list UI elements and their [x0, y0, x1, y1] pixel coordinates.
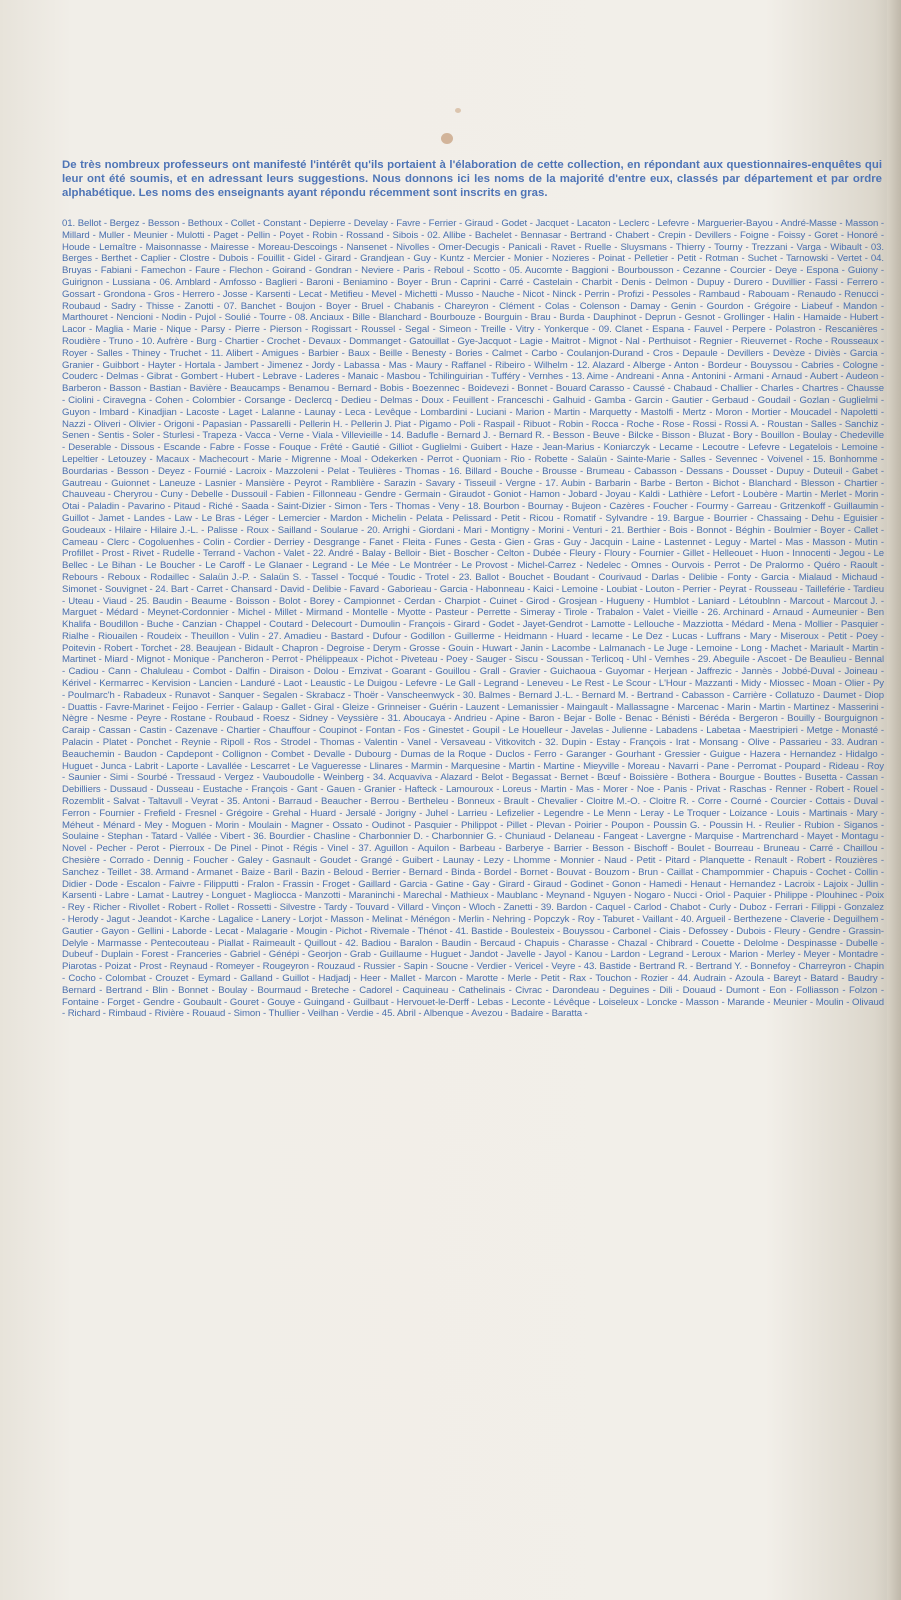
- paper-stain: [455, 108, 461, 113]
- teacher-names-list: 01. Bellot - Bergez - Besson - Bethoux - Collet - Constant - Depierre - Develay - Favre - Ferrier - Giraud - Godet - Jacquet - Lacaton - Leclerc - Lefevre - Marguerier-Bayou - André-Masse - Masson - Millard - Muller - Meunier - Mulotti - Paget - Pellin - Poyet - Robin - Rossand - Sibois - 02. Allibe - Bachelet - Bennasar - Bertrand - Chabert - Crepin - Devillers - Foigne - Foissy - Goret - Honoré - Houde - Lemaître - Maisonnasse - Mairesse - Moreau-Descoings - Nansenet - Nivolles - Omer-Decugis - Panicali - Ravet - Ruelle - Sluysmans - Thierry - Tourny - Trezzani - Varga - Wibault - 03. Berges - Berthet - Caplier - Clostre - Dubois - Fouillit - Gidel - Girard - Grandjean - Guy - Kuntz - Mercier - Monier - Nozieres - Poinat - Pelletier - Petit - Rotman - Suchet - Tarnowski - Vertet - 04. Bruyas - Fabiani - Famechon - Faure - Flechon - Goirand - Gondran - Neviere - Paris - Reboul - Scotto - 05. Aucomte - Baggioni - Bourbousson - Cezanne - Courcier - Deye - Espona - Guiony - Guirignon - Lussiana - 06. Amblard - Amfosso - Baglieri - Baroni - Beniamino - Boyer - Brun - Caprini - Carré - Castelain - Charbit - Denis - Delmon - Dupuy - Durero - Duvillier - Fassi - Ferrero - Gossart - Grondona - Gros - Herrero - Josse - Karsenti - Lecat - Metifieu - Mevel - Michetti - Musso - Nauche - Nicot - Ninck - Perrin - Profizi - Pessoles - Rambaud - Rabouam - Renaudo - Renucci - Roubaud - Sadry - Thisse - Zanotti - 07. Banchet - Boujon - Boyer - Bruel - Chabanis - Chareyron - Clément - Colas - Colenson - Damay - Genin - Gourdon - Grégoire - Liabeuf - Mandon - Marthouret - Nencioni - Nodin - Pujol - Soulié - Tourre - 08. Anciaux - Bille - Blanchard - Bourbouze - Bourguin - Brau - Burda - Dauphinot - Deprun - Gesnot - Grollinger - Halin - Hamaide - Hubert - Lacor - Maglia - Marie - Nique - Parsy - Pierre - Pierson - Rogissart - Roussel - Segal - Simeon - Treille - Vitry - Yonkerque - 09. Clanet - Espana - Fauvel - Perpere - Polastron - Rescanières - Roudière - Truno - 10. Aufrère - Burg - Chartier - Crochet - Devaux - Dommanget - Gatouillat - Gye-Jacquot - Lagie - Maitrot - Mignot - Nal - Perthuisot - Regnier - Rieuvernet - Roche - Rousseaux - Royer - Salles - Thiney - Truchet - 11. Alibert - Amigues - Barbier - Baux - Beille - Benesty - Bories - Calmet - Carbo - Coulanjon-Durand - Cros - Depaule - Devillers - Devèze - Diviès - Garcia - Granier - Guibbort - Hayter - Hortala - Jambert - Jimenez - Jordy - Labassa - Mas - Maury - Raffanel - Ribeiro - Wilhelm - 12. Alazard - Alberge - Anton - Bordeur - Bouyssou - Cabries - Cologne - Couderc - Delmas - Gibrat - Gombert - Hubert - Lebrave - Laderes - Manaic - Masbou - Tchilinguirian - Tufféry - Vernhes - 13. Aime - Andreani - Anna - Antonini - Armani - Arnaud - Aubert - Audeon - Barberon - Basson - Bastian - Bavière - Beaucamps - Benamou - Bernard - Bobis - Boezennec - Boidevezi - Bonnet - Bouard Carasso - Caussé - Chabaud - Challier - Charles - Chartres - Chausse - Ciolini - Ciravegna - Cohen - Colombier - Corsange - Declercq - Dedieu - Delmas - Doux - Feuillent - Franceschi - Galhuid - Gamba - Garcin - Gautier - Gerbaud - Goudail - Gozlan - Guglielmi - Guyon - Imbard - Kinadjian - Lacoste - Laget - Lalanne - Launay - Leca - Levêque - Lombardini - Luciani - Marion - Martin - Marquetty - Mastolfi - Mertz - Moron - Mortier - Moucadel - Napoletti - Nazzi - Oliveri - Olivier - Origoni - Papasian - Passarelli - Pellerin H. - Pellerin J. Piat - Pigamo - Poli - Raspail - Ribuot - Robin - Rocca - Roche - Rose - Rossi - Rossi A. - Roustan - Salles - Sanchiz - Senen - Sentis - Soler - Sturlesi - Trapeza - Vacca - Verne - Viala - Villevieille - 14. Badufle - Bernard J. - Bernard R. - Besson - Beuve - Bilcke - Bisson - Bluzat - Bory - Bouillon - Boulay - Chedeville - Deserable - Dissous - Escande - Fabre - Fosse - Fouque - Frêté - Gautié - Gilliot - Guglielmi - Guibert - Haze - Jean-Marius - Koniarczyk - Lecame - Lecoutre - Lefevre - Legatelois - Lemoine - Lepeltier - Letouzey - Macaux - Machecourt - Marie - Migrenne - Moal - Odekerken - Perrot - Quoniam - Rio - Robette - Salaün - Sainte-Marie - Salles - Sevennec - Voivenel - 15. Bonhomme - Bourdarias - Besson - Deyez - Fournié - Lacroix - Mazzoleni - Pelat - Teulières - Thomas - 16. Billard - Bouche - Brousse - Brumeau - Cabasson - Dessans - Dousset - Dupuy - Duteuil - Gabet - Gautreau - Guionnet - Laneuze - Lasnier - Mansière - Peyrot - Ramblière - Sarazin - Savary - Tisseuil - Vergne - 17. Aubin - Barbarin - Barbe - Berton - Bichot - Blanchard - Blesson - Chartier - Chauveau - Cheryrou - Cuny - Debelle - Dussouil - Fabien - Fillonneau - Gendre - Germain - Giraudot - Goniot - Hamon - Jobard - Joyau - Kaldi - Lathière - Lefort - Loubère - Martin - Merlet - Morin - Otai - Paladin - Pavarino - Pitaud - Riché - Saada - Saint-Dizier - Simon - Ters - Thomas - Veny - 18. Bourbon - Bournay - Bujeon - Cazères - Foucher - Fourmy - Garreau - Gritzenkoff - Guillaumin - Guillot - Jamet - Landes - Law - Le Bras - Léger - Lemercier - Mardon - Michelin - Pelata - Pelissard - Petit - Ricou - Romatif - Sylvandre - 19. Bargue - Bourrier - Chassaing - Dehu - Eguisier - Goudeaux - Hilaire - Hilaire J.-L. - Palisse - Roux - Sailland - Soularue - 20. Arrighi - Giordani - Mari - Montigny - Morini - Venturi - 21. Berthier - Bois - Bonnot - Béghin - Boulmier - Boyer - Callet - Cameau - Clerc - Cogoluenhes - Colin - Cordier - Derriey - Desgrange - Fanet - Fleita - Funes - Gesta - Gien - Gras - Guy - Jacquin - Laine - Lastennet - Leguy - Martel - Mas - Masson - Mutin - Profillet - Prost - Rivet - Rudelle - Terrand - Vachon - Valet - 22. André - Balay - Belloir - Biet - Boscher - Celton - Dubée - Fleury - Floury - Fournier - Gillet - Helleouet - Huon - Innocenti - Jegou - Le Bellec - Le Bihan - Le Boucher - Le Caroff - Le Glanaer - Legrand - Le Mée - Le Montréer - Le Provost - Michel-Carrez - Nedelec - Omnes - Ourvois - Perrot - De Pralormo - Quéro - Raoult - Rebours - Reboux - Rodaillec - Salaün J.-P. - Salaün S. - Tassel - Tocqué - Toudic - Trotel - 23. Ballot - Bouchet - Boudant - Courivaud - Darlas - Delibie - Fonty - Garcia - Mialaud - Michaud - Simonet - Souvignet - 24. Bart - Carret - Chansard - David - Delibie - Favard - Gaborieau - Garcia - Habonneau - Kaici - Lemoine - Loubiat - Louton - Perrier - Peyrat - Rousseau - Tailleférie - Tardieu - Uteau - Viaud - 25. Baudin - Beaume - Boisson - Bolot - Borey - Campionnet - Cerdan - Charpiot - Cuinet - Girod - Grosjean - Hugueny - Humblot - Laniard - Létoublnn - Marcout - Marcout J. - Marguet - Médard - Meynet-Cordonnier - Michel - Millet - Mirmand - Montelle - Myotte - Pasteur - Perrette - Simeray - Tirole - Trabalon - Valet - Vieille - 26. Archinard - Arnaud - Aumeunier - Ben Khalifa - Boudillon - Buche - Canzian - Chappel - Coutard - Delecourt - Dumoulin - François - Girard - Godet - Jayet-Gendrot - Lamotte - Lellouche - Mazziotta - Médard - Mena - Mollier - Pasquier - Rialhe - Riouailen - Roudeix - Theuillon - Vulin - 27. Amadieu - Bastard - Dufour - Godillon - Guillerme - Heidmann - Huard - Iecame - Le Dez - Lucas - Luffrans - Mary - Miseroux - Petit - Poey - Poitevin - Robert - Torchet - 28. Beaujean - Bidault - Chapron - Degroise - Derym - Grosse - Gouin - Huwart - Janin - Lacombe - Lalmanach - Le Juge - Lemoine - Long - Machet - Mariault - Martin - Martinet - Miard - Mignot - Monique - Pancheron - Perrot - Phélippeaux - Pichot - Piveteau - Poey - Sauger - Siscu - Soussan - Terlicoq - Uhl - Vernhes - 29. Abeguile - Ascoet - De Beaulieu - Bennal - Cadiou - Cann - Chaluleau - Combot - Dalfin - Diraison - Dolou - Emzivat - Goarant - Gouillou - Grall - Gravier - Guichaoua - Guyomar - Herjean - Jaffrezic - Jannès - Jobbé-Duval - Joineau - Kérivel - Kermarrec - Kervision - Lancien - Landuré - Laot - Leaustic - Le Duigou - Lefevre - Le Gall - Legrand - Leneveu - Le Rest - Le Scour - L'Hour - Mazzanti - Midy - Miossec - Moan - Olier - Py - Poulmarc'h - Rabadeux - Runavot - Sanquer - Segalen - Skrabacz - Thoër - Vanscheenwyck - 30. Balmes - Bernard J.-L. - Bernard M. - Bertrand - Cabasson - Carrière - Collatuzo - Daumet - Diop - Duattis - Favre-Marinet - Feijoo - Ferrier - Galaup - Gallet - Giral - Gleize - Grinneiser - Guérin - Lauzent - Lemanissier - Maingault - Mallassagne - Marcenac - Marin - Martin - Martinez - Masserini - Nègre - Nesme - Peyre - Rostane - Roubaud - Roesz - Sidney - Veyssière - 31. Aboucaya - Andrieu - Apine - Baron - Bejar - Bolle - Benac - Bénisti - Béréda - Bergeron - Bouilly - Bourguignon - Caraip - Cassan - Castin - Cazenave - Chartier - Chauffour - Coupinot - Fontan - Fos - Ginestet - Goupil - Le Houelleur - Javelas - Julienne - Labadens - Labetaa - Maestripieri - Metge - Monasté - Palacin - Platet - Ponchet - Reynie - Ripoll - Ros - Strodel - Thomas - Valentin - Vanel - Versaveau - Vitkovitch - 32. Dupin - Estay - François - Irat - Monsang - Olive - Passarieu - 33. Audran - Beauchemin - Baudon - Capdepont - Collignon - Combet - Devalle - Dubourg - Dumas de la Roque - Duclos - Ferro - Garanger - Gourhant - Gressier - Guigue - Hazera - Hernandez - Hidalgo - Huguet - Junca - Labrit - Laporte - Lavallée - Lescarret - Le Vagueresse - Llinares - Marmin - Marquesine - Martin - Martine - Mieyville - Moreau - Navarri - Pane - Perromat - Poupard - Rideau - Roy - Saunier - Simi - Sourbé - Tressaud - Vergez - Vauboudolle - Weinberg - 34. Acquaviva - Alazard - Belot - Begassat - Bernet - Bœuf - Boissière - Bothera - Bourgue - Bouttes - Busetta - Cassan - Debilliers - Dussaud - Dusseau - Eustache - François - Gant - Gauen - Granier - Hafteck - Lamouroux - Loreus - Martin - Mas - Morer - Noe - Panis - Privat - Raschas - Renner - Robert - Rouel - Rozemblit - Salvat - Taltavull - Veyrat - 35. Antoni - Barraud - Beaucher - Berrou - Bertheleu - Bonneux - Brault - Chevalier - Cloitre M.-O. - Cloitre R. - Corre - Courné - Courcier - Cottais - Duval - Ferron - Fournier - Frefield - Fresnel - Grégoire - Grehal - Huard - Jersalé - Jorigny - Juhel - Larrieu - Lefizelier - Legendre - Le Menn - Leray - Le Troquer - Loizance - Louis - Martinais - Mary - Méheut - Ménard - Mey - Moguen - Morin - Moulain - Magner - Ossato - Oudinot - Pasquier - Philippot - Pillet - Plevan - Poirier - Poupon - Poussin G. - Poussin H. - Reulier - Rubion - Siganos - Soulaine - Stephan - Tatard - Vallée - Vibert - 36. Bourdier - Chasline - Charbonnier D. - Charbonnier G. - Chuniaud - Delaneau - Fangeat - Lavergne - Marquise - Martrenchard - Mayet - Montagu - Novel - Pecher - Perot - Pierroux - De Pinel - Pinot - Régis - Vinel - 37. Aguillon - Aquilon - Barbeau - Barberye - Barrier - Besson - Bischoff - Boulet - Bourreau - Bruneau - Carré - Chaillou - Chesière - Corrado - Dennig - Foucher - Galey - Gasnault - Goudet - Grangé - Guibert - Launay - Lezy - Lhomme - Monnier - Naud - Petit - Pitard - Planquette - Renault - Robert - Rouzières - Sanchez - Teillet - 38. Armand - Armanet - Baize - Baril - Bazin - Beloud - Berrier - Bernard - Binda - Bordel - Bornet - Bouvat - Bouzom - Brun - Caillat - Champommier - Chapuis - Cochet - Collin - Didier - Dode - Escalon - Faivre - Filipputti - Fralon - Frassin - Froget - Gaillard - Garcia - Gatine - Gay - Girard - Giraud - Godinet - Gonon - Hamedi - Henaut - Hernandez - Lacroix - Lajoix - Jullin - Karsenti - Labre - Lamat - Lautrey - Longuet - Magliocca - Manzotti - Maraninchi - Marechal - Mathieux - Maublanc - Meynand - Nguyen - Nogaro - Nucci - Oriol - Paquier - Philippe - Plouhinec - Poix - Rey - Richer - Rivollet - Robert - Rollet - Rossetti - Silvestre - Tardy - Touvard - Villard - Vinçon - Wloch - Zanetti - 39. Bardon - Caquel - Carlod - Chabot - Curly - Duboz - Ferrari - Filippi - Gonzalez - Herody - Jagut - Jeandot - Karche - Lagalice - Lanery - Lorjot - Masson - Melinat - Ménégon - Merlin - Nehring - Popczyk - Roy - Taburet - Vaillant - 40. Argueil - Berthezene - Claverie - Deguilhem - Gautier - Gayon - Gellini - Laborde - Lecat - Malagarie - Mougin - Pichot - Rivemale - Thénot - 41. Bastide - Boulesteix - Bouyssou - Carbonel - Ciais - Defossey - Dubois - Fleury - Gendre - Grassin-Delyle - Marmasse - Pentecouteau - Piallat - Raimeault - Quillout - 42. Badiou - Baralon - Baudin - Bercaud - Chapuis - Charasse - Chazal - Chibrard - Couette - Delolme - Despinasse - Dubelle - Dubeuf - Duplain - Forest - Franceries - Gabriel - Génépi - Georjon - Grab - Guillaume - Huguet - Jandot - Javelle - Jayol - Kanou - Lardon - Legrand - Leroux - Marion - Merley - Meyer - Montadre - Piarotas - Poizat - Prost - Reynaud - Romeyer - Rougeyron - Rouzaud - Russier - Sapin - Soucne - Verdier - Vericel - Veyre - 43. Bastide - Bertrand R. - Bertrand Y. - Bonnefoy - Charreyron - Chapin - Cocho - Colombat - Crouzet - Eymard - Galland - Guillot - Hadjadj - Heer - Mallet - Marcon - Marotte - Merle - Petit - Rax - Touchon - Rozier - 44. Audrain - Azoula - Bareyt - Batard - Baudry - Bernard - Bertrand - Blin - Bonnet - Boulay - Bourmaud - Breteche - Cadorel - Caquineau - Cathelinais - Civrac - Darondeau - Deguines - Dili - Douaud - Dumont - Eon - Folliasson - Folzon - Fontaine - Forget - Gendre - Goubault - Gouret - Gouye - Guingand - Guilbaut - Hervouet-le-Derff - Lebas - Leconte - Lévêque - Loiseleux - Loncke - Masson - Marande - Meunier - Moulin - Olivaud - Richard - Rimbaud - Rivière - Rouaud - Simon - Thullier - Veilhan - Verdie - 45. Abril - Albenque - Avezou - Badaire - Baratta -: [62, 218, 885, 1020]
- paper-stain: [441, 133, 453, 144]
- intro-paragraph: De très nombreux professeurs ont manifesté l'intérêt qu'ils portaient à l'élaboration de cette collection, en répondant aux questionnaires-enquêtes qui leur ont été soumis, et en adressant leurs suggestions. Nous donnons ici les noms de la majorité d'entre eux, classés par département et par ordre alphabétique. Les noms des enseignants ayant répondu récemment sont inscrits en gras.: [62, 159, 882, 199]
- page-binding-edge: [887, 0, 901, 1600]
